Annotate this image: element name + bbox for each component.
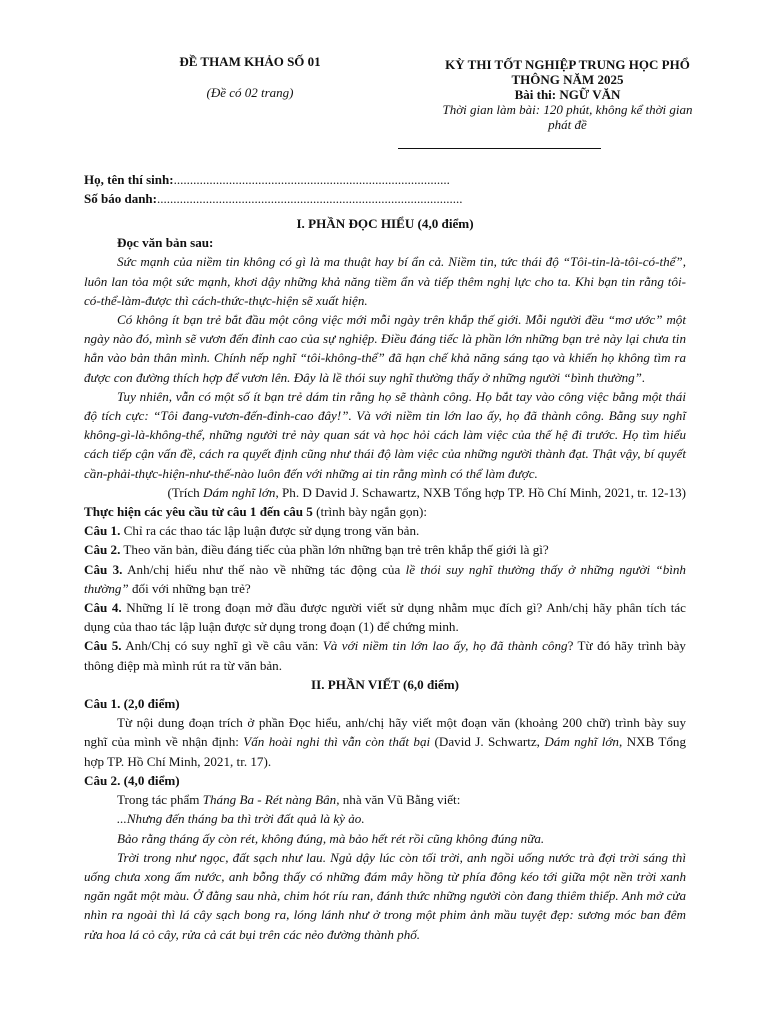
candidate-id-dots: .............................................................................................. — [156, 191, 463, 206]
writing-question-2-label: Câu 2. (4,0 điểm) — [84, 772, 180, 788]
writing-question-2-intro — [84, 790, 686, 809]
candidate-id-label: Số báo danh: — [84, 191, 157, 206]
subject-line: Bài thi: NGỮ VĂN — [514, 87, 621, 102]
question-4 — [84, 598, 686, 636]
question-3-label: Câu 3. — [84, 561, 123, 577]
wq1-text-a: Từ nội dung đoạn trích ở phần Đọc hiểu, anh/chị hãy viết một đoạn văn (khoảng 200 chữ) trình bày suy nghĩ của mình về nhận định: — [84, 715, 686, 750]
wq2-intro-b: , nhà văn Vũ Bằng viết: — [336, 792, 461, 808]
question-5-quote: Và với niềm tin lớn lao ấy, họ đã thành công — [322, 638, 568, 654]
passage-paragraph-1: Sức mạnh của niềm tin không có gì là ma thuật hay bí ẩn cả. Niềm tin, tức thái độ “Tôi-tin-là-tôi-có-thể”, luôn lan tỏa một sức mạnh, khơi dậy những khả năng tiềm ẩn và tiếp thêm nghị lực cho ta. Khi bạn tin rằng tôi-có-thể-làm-được thì cách-thức-thực-hiện sẽ xuất hiện. — [84, 254, 686, 308]
source-suffix: , Ph. D David J. Schawartz, NXB Tổng hợp TP. Hồ Chí Minh, 2021, tr. 12-13) — [275, 484, 686, 500]
wq1-text-b: (David J. Schwartz, — [430, 734, 545, 750]
wq1-quote: Vấn hoài nghi thì vẫn còn thất bại — [243, 734, 431, 750]
excerpt-paragraph: Trời trong như ngọc, đất sạch như lau. Ngủ dậy lúc còn tối trời, anh ngồi uống nước trà đợi trời sáng thì uống chưa xong ấm nước, anh bỗng thấy có những đám mây hồng từ phía đông kéo tới giữa một nền trời xanh ngăn ngắt một màu. Ở đằng sau nhà, chim hót ríu ran, đánh thức những người còn đang thiêm thiếp. Anh mở cửa nhìn ra ngoài thì lá cây sạch bong ra, lóng lánh như ở trong một phim ảnh mầu tuyệt đẹp: sương móc ban đêm rửa hoa lá cỏ cây, rửa cả cát bụi trên các nẻo đường thành phố. — [84, 849, 686, 942]
question-3 — [84, 560, 686, 598]
header-left — [140, 54, 360, 101]
question-3-quote: lề thói suy nghĩ thường thấy ở những người “bình thường” — [84, 561, 686, 596]
time-line2: phát đề — [548, 117, 587, 132]
passage-source — [84, 483, 686, 502]
exam-name-line2: THÔNG NĂM 2025 — [511, 72, 624, 87]
part2-heading: II. PHẦN VIẾT (6,0 điểm) — [311, 676, 459, 692]
question-3-text-a: Anh/chị hiểu như thế nào về những tác động của — [122, 561, 406, 577]
question-1 — [84, 521, 686, 540]
task-bold: Thực hiện các yêu cầu từ câu 1 đến câu 5 — [84, 504, 313, 520]
exam-code-title: ĐỀ THAM KHẢO SỐ 01 — [179, 54, 321, 69]
candidate-name-label: Họ, tên thí sinh: — [84, 172, 174, 187]
passage-paragraph-3: Tuy nhiên, vẫn có một số ít bạn trẻ dám tin rằng họ sẽ thành công. Họ bắt tay vào công việc bằng một thái độ tích cực: “Tôi đang-vươn-đến-đỉnh-cao đây!”. Và với niềm tin lớn lao ấy, họ đã thành công. Bằng suy nghĩ không-gì-là-không-thể, những người trẻ này quan sát và học hỏi cách làm việc của thế hệ đi trước. Họ tìm hiểu cách tiếp cận vấn đề, cách ra quyết định cũng như thái độ làm việc của những người thành đạt. Thật vậy, bí quyết cần-phải-thực-hiện-như-thế-nào luôn đến với những ai tin rằng mình có thể làm được. — [84, 388, 686, 481]
writing-question-1-text — [84, 713, 686, 771]
excerpt-line-2: Bảo rằng tháng ấy còn rét, không đúng, mà bảo hết rét rồi cũng không đúng nữa. — [117, 830, 545, 846]
question-2 — [84, 540, 686, 559]
task-rest: (trình bày ngắn gọn): — [312, 504, 428, 520]
question-5-label: Câu 5. — [84, 638, 122, 654]
source-book: Dám nghĩ lớn — [203, 484, 276, 500]
wq2-work: Tháng Ba - Rét nàng Bân — [202, 792, 337, 808]
question-4-text: Những lí lẽ trong đoạn mở đầu được người viết sử dụng nhằm mục đích gì? Anh/chị hãy phân tích tác dụng của thao tác lập luận được sử dụng trong đoạn (1) để chứng minh. — [84, 600, 686, 635]
question-5 — [84, 636, 686, 674]
candidate-info — [84, 170, 462, 208]
task-instruction — [84, 502, 686, 521]
question-4-label: Câu 4. — [84, 600, 122, 616]
candidate-name-dots: ..................................................................................... — [173, 172, 450, 187]
question-5-text-a: Anh/Chị có suy nghĩ gì về câu văn: — [121, 638, 323, 654]
source-prefix: (Trích — [167, 484, 203, 500]
exam-name-line1: KỲ THI TỐT NGHIỆP TRUNG HỌC PHỔ — [445, 57, 690, 72]
candidate-name-row — [84, 170, 462, 189]
wq2-intro-a: Trong tác phẩm — [117, 792, 203, 808]
question-2-label: Câu 2. — [84, 542, 121, 558]
wq1-text-c: , NXB Tổng hợp TP. Hồ Chí Minh, 2021, tr. 17). — [84, 734, 686, 769]
excerpt-line-1: ...Nhưng đến tháng ba thì trời đất quả là kỳ ảo. — [117, 811, 365, 827]
header-right — [425, 57, 710, 132]
question-2-text: Theo văn bản, điều đáng tiếc của phần lớn những bạn trẻ trên khắp thế giới là gì? — [120, 542, 549, 558]
writing-question-1-label: Câu 1. (2,0 điểm) — [84, 696, 180, 712]
time-line1: Thời gian làm bài: 120 phút, không kể thời gian — [442, 102, 693, 117]
question-5-text-b: ? Từ đó hãy trình bày thông điệp mà mình rút ra từ văn bản. — [84, 638, 686, 673]
exam-body — [84, 214, 686, 944]
wq1-book: Dám nghĩ lớn — [544, 734, 619, 750]
page-count-note: (Đề có 02 trang) — [206, 85, 294, 100]
header-underline — [398, 148, 601, 149]
question-1-label: Câu 1. — [84, 523, 121, 539]
part1-heading: I. PHẦN ĐỌC HIỂU (4,0 điểm) — [296, 216, 474, 231]
passage-paragraph-2: Có không ít bạn trẻ bắt đầu một công việc mới mỗi ngày trên khắp thế giới. Mỗi người đều “mơ ước” một ngày nào đó, mình sẽ vươn đến đỉnh cao của sự nghiệp. Điều đáng tiếc là phần lớn những bạn trẻ này lại chưa tin hẳn vào bản thân mình. Chính nếp nghĩ “tôi-không-thể” đã hạn chế khả năng sáng tạo và khiến họ không tìm ra được con đường thích hợp để vươn lên. Đây là lề thói suy nghĩ thường thấy ở những người “bình thường”. — [84, 312, 686, 385]
reading-instruction: Đọc văn bản sau: — [117, 235, 214, 251]
candidate-id-row — [84, 189, 462, 208]
question-3-text-b: đối với những bạn trẻ? — [128, 580, 251, 596]
question-1-text: Chỉ ra các thao tác lập luận được sử dụng trong văn bản. — [120, 523, 420, 539]
